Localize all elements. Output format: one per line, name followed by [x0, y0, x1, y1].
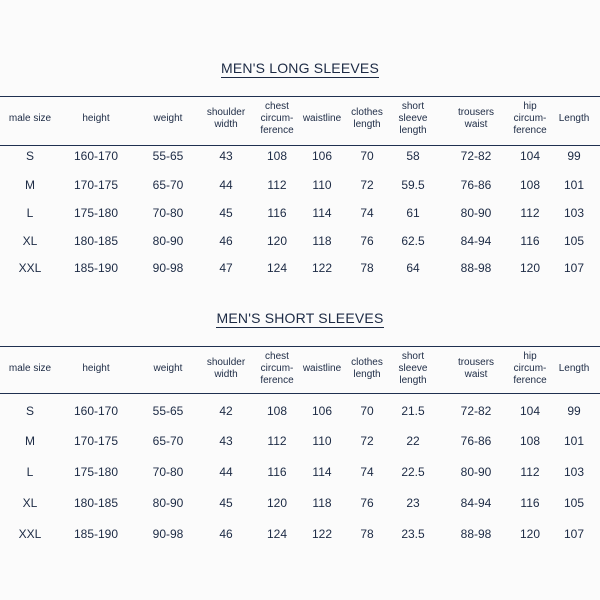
table-cell: 185-190: [73, 527, 119, 541]
table-cell: 118: [312, 496, 332, 510]
table-cell: 22.5: [401, 465, 425, 479]
table-cell: 185-190: [73, 261, 119, 275]
table-cell: 116: [267, 206, 287, 220]
table-cell: 84-94: [460, 234, 492, 248]
table-cell: 80-90: [460, 206, 492, 220]
table-cell: 21.5: [401, 404, 425, 418]
table-cell: 110: [312, 178, 332, 192]
table-row: [0, 488, 600, 518]
table-cell: 106: [311, 149, 333, 163]
table-cell: L: [26, 465, 34, 479]
column-header: male size: [8, 363, 52, 374]
table-row: [0, 254, 600, 282]
table-cell: 124: [266, 261, 288, 275]
table-row: [0, 519, 600, 549]
table-cell: 118: [312, 234, 332, 248]
table-cell: 175-180: [73, 206, 119, 220]
table-cell: 124: [266, 527, 288, 541]
column-header: clothes length: [351, 357, 383, 380]
table-cell: 107: [563, 527, 585, 541]
table-cell: 120: [266, 496, 288, 510]
table-cell: 74: [360, 206, 374, 220]
table-row: [0, 426, 600, 456]
table-cell: 23: [406, 496, 420, 510]
column-header: hip circum- ference: [513, 351, 547, 386]
table-cell: 80-90: [152, 234, 184, 248]
table-cell: 90-98: [152, 527, 184, 541]
table-cell: 45: [219, 206, 233, 220]
table-cell: 72-82: [460, 149, 492, 163]
table-cell: 72: [360, 178, 374, 192]
table-cell: 78: [360, 527, 374, 541]
table-cell: 80-90: [152, 496, 184, 510]
column-header: height: [82, 363, 110, 374]
table-title: [0, 60, 600, 76]
table-cell: 116: [267, 465, 287, 479]
table-cell: 80-90: [460, 465, 492, 479]
table-cell: 58: [406, 149, 420, 163]
table-row: [0, 171, 600, 199]
table-cell: 108: [519, 434, 541, 448]
column-header: shoulder width: [206, 107, 246, 130]
table-cell: 88-98: [460, 527, 492, 541]
table-cell: 65-70: [152, 434, 184, 448]
column-header: Length: [558, 113, 590, 124]
table-cell: 160-170: [73, 149, 119, 163]
table-cell: S: [25, 404, 34, 418]
table-cell: 180-185: [73, 234, 119, 248]
table-cell: 105: [563, 496, 585, 510]
table-cell: 70: [360, 404, 374, 418]
column-header: waistline: [302, 363, 342, 374]
column-header: clothes length: [351, 107, 383, 130]
table-cell: 76-86: [460, 178, 492, 192]
table-cell: 104: [519, 404, 541, 418]
column-header: short sleeve length: [398, 101, 428, 136]
table-cell: 116: [520, 234, 540, 248]
table-cell: 62.5: [401, 234, 425, 248]
table-cell: 88-98: [460, 261, 492, 275]
column-header: chest circum- ference: [260, 351, 294, 386]
column-header: trousers waist: [457, 357, 495, 380]
table-cell: 110: [312, 434, 332, 448]
table-title-text: MEN'S SHORT SLEEVES: [216, 310, 384, 326]
column-header: shoulder width: [206, 357, 246, 380]
table-cell: 108: [266, 404, 288, 418]
table-cell: 42: [219, 404, 233, 418]
table-cell: 112: [520, 206, 540, 220]
table-cell: 22: [406, 434, 420, 448]
table-cell: XXL: [18, 261, 42, 275]
table-cell: 65-70: [152, 178, 184, 192]
table-header-row: [0, 346, 600, 392]
table-cell: XL: [22, 234, 38, 248]
table-cell: 55-65: [152, 404, 184, 418]
table-cell: XXL: [18, 527, 42, 541]
table-cell: 90-98: [152, 261, 184, 275]
table-cell: 107: [563, 261, 585, 275]
table-cell: 112: [267, 178, 287, 192]
table-title: [0, 310, 600, 326]
table-row: [0, 199, 600, 227]
table-cell: 70-80: [152, 206, 184, 220]
table-cell: 23.5: [401, 527, 425, 541]
table-cell: 61: [406, 206, 420, 220]
table-cell: 45: [219, 496, 233, 510]
table-cell: 103: [563, 206, 585, 220]
table-cell: 175-180: [73, 465, 119, 479]
table-cell: 46: [219, 527, 233, 541]
table-row: [0, 457, 600, 487]
table-cell: 114: [312, 465, 332, 479]
column-header: weight: [153, 113, 183, 124]
table-cell: 101: [563, 178, 585, 192]
column-header: weight: [153, 363, 183, 374]
table-row: [0, 396, 600, 426]
table-cell: 120: [519, 261, 541, 275]
table-cell: 46: [219, 234, 233, 248]
table-cell: 104: [519, 149, 541, 163]
table-cell: S: [25, 149, 34, 163]
column-header: height: [82, 113, 110, 124]
table-header-row: [0, 96, 600, 142]
column-header: trousers waist: [457, 107, 495, 130]
table-cell: 72-82: [460, 404, 492, 418]
column-header: waistline: [302, 113, 342, 124]
table-cell: 74: [360, 465, 374, 479]
table-cell: L: [26, 206, 34, 220]
column-header: short sleeve length: [398, 351, 428, 386]
table-cell: 76: [360, 496, 374, 510]
table-cell: 108: [519, 178, 541, 192]
table-cell: 114: [312, 206, 332, 220]
table-cell: 76: [360, 234, 374, 248]
table-cell: 99: [567, 149, 581, 163]
table-cell: 112: [520, 465, 540, 479]
table-cell: 59.5: [401, 178, 425, 192]
table-cell: 99: [567, 404, 581, 418]
table-cell: 43: [219, 434, 233, 448]
table-cell: 103: [563, 465, 585, 479]
table-title-text: MEN'S LONG SLEEVES: [221, 60, 379, 76]
table-cell: 76-86: [460, 434, 492, 448]
table-cell: 84-94: [460, 496, 492, 510]
table-cell: 112: [267, 434, 287, 448]
table-cell: 116: [520, 496, 540, 510]
table-cell: M: [25, 178, 35, 192]
column-header: chest circum- ference: [260, 101, 294, 136]
table-cell: 44: [219, 178, 233, 192]
table-cell: 70: [360, 149, 374, 163]
table-cell: 106: [311, 404, 333, 418]
table-cell: 55-65: [152, 149, 184, 163]
table-cell: 70-80: [152, 465, 184, 479]
table-cell: 47: [219, 261, 233, 275]
table-cell: 120: [519, 527, 541, 541]
table-cell: 160-170: [73, 404, 119, 418]
table-cell: 170-175: [73, 434, 119, 448]
table-cell: 78: [360, 261, 374, 275]
column-header: hip circum- ference: [513, 101, 547, 136]
table-cell: M: [25, 434, 35, 448]
header-bottom-rule: [0, 393, 600, 394]
table-cell: 101: [563, 434, 585, 448]
table-cell: 72: [360, 434, 374, 448]
table-cell: 122: [311, 527, 333, 541]
table-cell: 180-185: [73, 496, 119, 510]
table-cell: 108: [266, 149, 288, 163]
column-header: Length: [558, 363, 590, 374]
table-cell: 120: [266, 234, 288, 248]
table-cell: 122: [311, 261, 333, 275]
table-cell: XL: [22, 496, 38, 510]
table-cell: 170-175: [73, 178, 119, 192]
table-cell: 44: [219, 465, 233, 479]
table-cell: 64: [406, 261, 420, 275]
table-row: [0, 227, 600, 255]
table-row: [0, 142, 600, 170]
table-cell: 43: [219, 149, 233, 163]
column-header: male size: [8, 113, 52, 124]
table-cell: 105: [563, 234, 585, 248]
